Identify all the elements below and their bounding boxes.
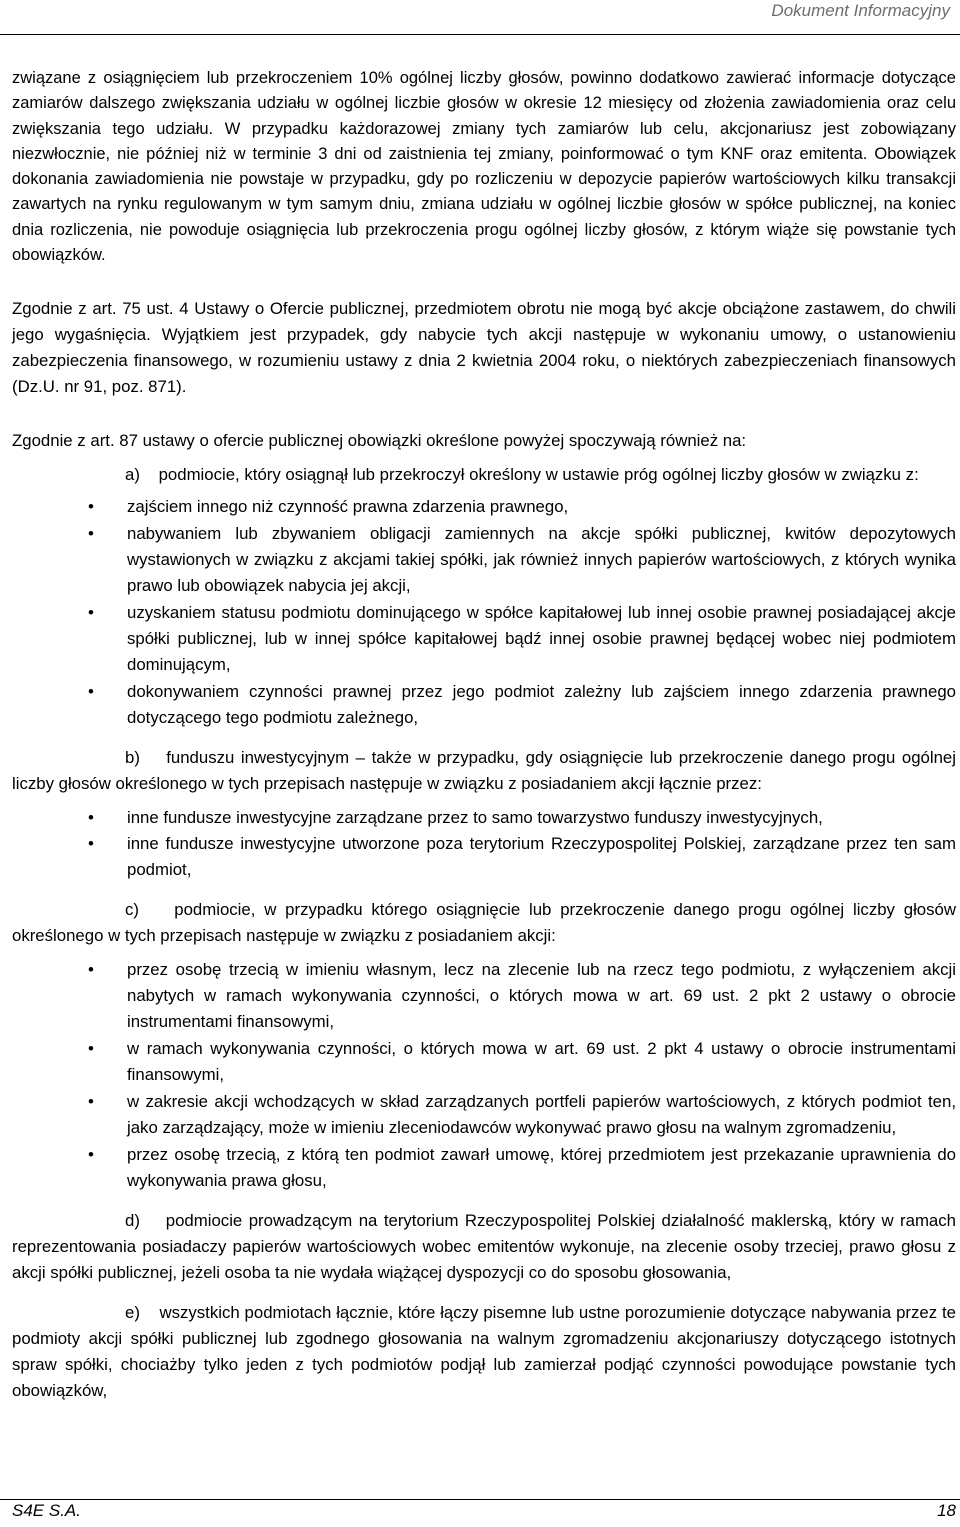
list-item: • uzyskaniem statusu podmiotu dominującego w spółce kapitałowej lub innej osobie prawnej posiadającej akcje spółki publicznej, lub w innej spółce kapitałowej bądź innej osobie prawnej będącej wobec niej podmiotem dominującym, [12,600,956,678]
bullet-icon: • [88,1092,94,1112]
bullet-icon: • [88,524,94,544]
page-number: 18 [937,1501,956,1520]
item-a: a) podmiocie, który osiągnął lub przekroczył określony w ustawie próg ogólnej liczby głosów w związku z: [125,465,919,485]
list-item: • przez osobę trzecią, z którą ten podmiot zawarł umowę, której przedmiotem jest przekazanie uprawnienia do wykonywania prawa głosu, [12,1142,956,1194]
page-footer [0,1499,960,1527]
list-item: • nabywaniem lub zbywaniem obligacji zamiennych na akcje spółki publicznej, kwitów depozytowych wystawionych w związku z akcjami takiej spółki, jak również innych papierów wartościowych, z których wynika prawo lub obowiązek nabycia jej akcji, [12,521,956,599]
list-item: • w zakresie akcji wchodzących w skład zarządzanych portfeli papierów wartościowych, z których podmiot ten, jako zarządzający, może w imieniu zleceniodawców wykonywać prawo głosu na walnym zgromadzeniu, [12,1089,956,1141]
item-c-bullet-list [12,957,956,1194]
item-d: d) podmiocie prowadzącym na terytorium Rzeczypospolitej Polskiej działalność maklerską, który w ramach reprezentowania posiadaczy papierów wartościowych wobec emitentów wykonuje, na zlecenie osoby trzeciej, prawo głosu z akcji spółki publicznej, jeżeli osoba ta nie wydała wiążącej dyspozycji co do sposobu głosowania, [12,1211,956,1283]
bullet-icon: • [88,497,94,517]
item-e: e) wszystkich podmiotach łącznie, które łączy pisemne lub ustne porozumienie dotyczące nabywania przez te podmioty akcji spółki publicznej lub zgodnego głosowania na walnym zgromadzeniu akcjonariuszy dotyczącego istotnych spraw spółki, chociażby tylko jeden z tych podmiotów podjął lub zamierzał podjąć czynności powodujące powstanie tych obowiązków, [12,1303,956,1401]
item-c: c) podmiocie, w przypadku którego osiągnięcie lub przekroczenie danego progu ogólnej liczby głosów określonego w tych przepisach następuje w związku z posiadaniem akcji: [12,900,956,946]
list-item: • inne fundusze inwestycyjne zarządzane przez to samo towarzystwo funduszy inwestycyjnych, [12,805,956,831]
list-item: • dokonywaniem czynności prawnej przez jego podmiot zależny lub zajściem innego zdarzenia prawnego dotyczącego tego podmiotu zależnego, [12,679,956,731]
header-title: Dokument Informacyjny [771,1,950,20]
bullet-icon: • [88,1145,94,1165]
paragraph-art-87: Zgodnie z art. 87 ustawy o ofercie publicznej obowiązki określone powyżej spoczywają również na: [12,431,747,451]
bullet-icon: • [88,960,94,980]
list-item: • w ramach wykonywania czynności, o których mowa w art. 69 ust. 2 pkt 4 ustawy o obrocie instrumentami finansowymi, [12,1036,956,1088]
paragraph-art-75: Zgodnie z art. 75 ust. 4 Ustawy o Ofercie publicznej, przedmiotem obrotu nie mogą być akcje obciążone zastawem, do chwili jego wygaśnięcia. Wyjątkiem jest przypadek, gdy nabycie tych akcji następuje w wykonaniu umowy, o ustanowieniu zabezpieczenia finansowego, w rozumieniu ustawy z dnia 2 kwietnia 2004 roku, o niektórych zabezpieczeniach finansowych (Dz.U. nr 91, poz. 871). [12,299,956,397]
paragraph-notification: związane z osiągnięciem lub przekroczeniem 10% ogólnej liczby głosów, powinno dodatkowo zawierać informacje dotyczące zamiarów dalszego zwiększania udziału w ogólnej liczbie głosów w okresie 12 miesięcy od złożenia zawiadomienia oraz celu zwiększania tego udziału. W przypadku każdorazowej zmiany tych zamiarów lub celu, akcjonariusz jest zobowiązany niezwłocznie, nie później niż w terminie 3 dni od zaistnienia tej zmiany, poinformować o tym KNF oraz emitenta. Obowiązek dokonania zawiadomienia nie powstaje w przypadku, gdy po rozliczeniu w depozycie papierów wartościowych kilku transakcji zawartych na rynku regulowanym w tym samym dniu, zmiana udziału w ogólnej liczbie głosów w spółce publicznej, na koniec dnia rozliczenia, nie powoduje osiągnięcia lub przekroczenia progu ogólnej liczby głosów, z którym wiąże się powstanie tych obowiązków. [12,69,956,265]
list-item: • inne fundusze inwestycyjne utworzone poza terytorium Rzeczypospolitej Polskiej, zarządzane przez ten sam podmiot, [12,831,956,883]
bullet-icon: • [88,603,94,623]
footer-company: S4E S.A. [12,1501,81,1520]
bullet-icon: • [88,1039,94,1059]
item-b-bullet-list [12,805,956,883]
list-item: • przez osobę trzecią w imieniu własnym, lecz na zlecenie lub na rzecz tego podmiotu, z wyłączeniem akcji nabytych w ramach wykonywania czynności, o których mowa w art. 69 ust. 2 pkt 2 ustawy o obrocie instrumentami finansowymi, [12,957,956,1035]
page-header [0,0,960,35]
list-item: • zajściem innego niż czynność prawna zdarzenia prawnego, [12,494,956,520]
bullet-icon: • [88,834,94,854]
bullet-icon: • [88,808,94,828]
bullet-icon: • [88,682,94,702]
document-body [12,66,956,1404]
item-a-bullet-list [12,494,956,731]
item-b: b) funduszu inwestycyjnym – także w przypadku, gdy osiągnięcie lub przekroczenie danego progu ogólnej liczby głosów określonego w tych przepisach następuje w związku z posiadaniem akcji łącznie przez: [12,748,956,794]
